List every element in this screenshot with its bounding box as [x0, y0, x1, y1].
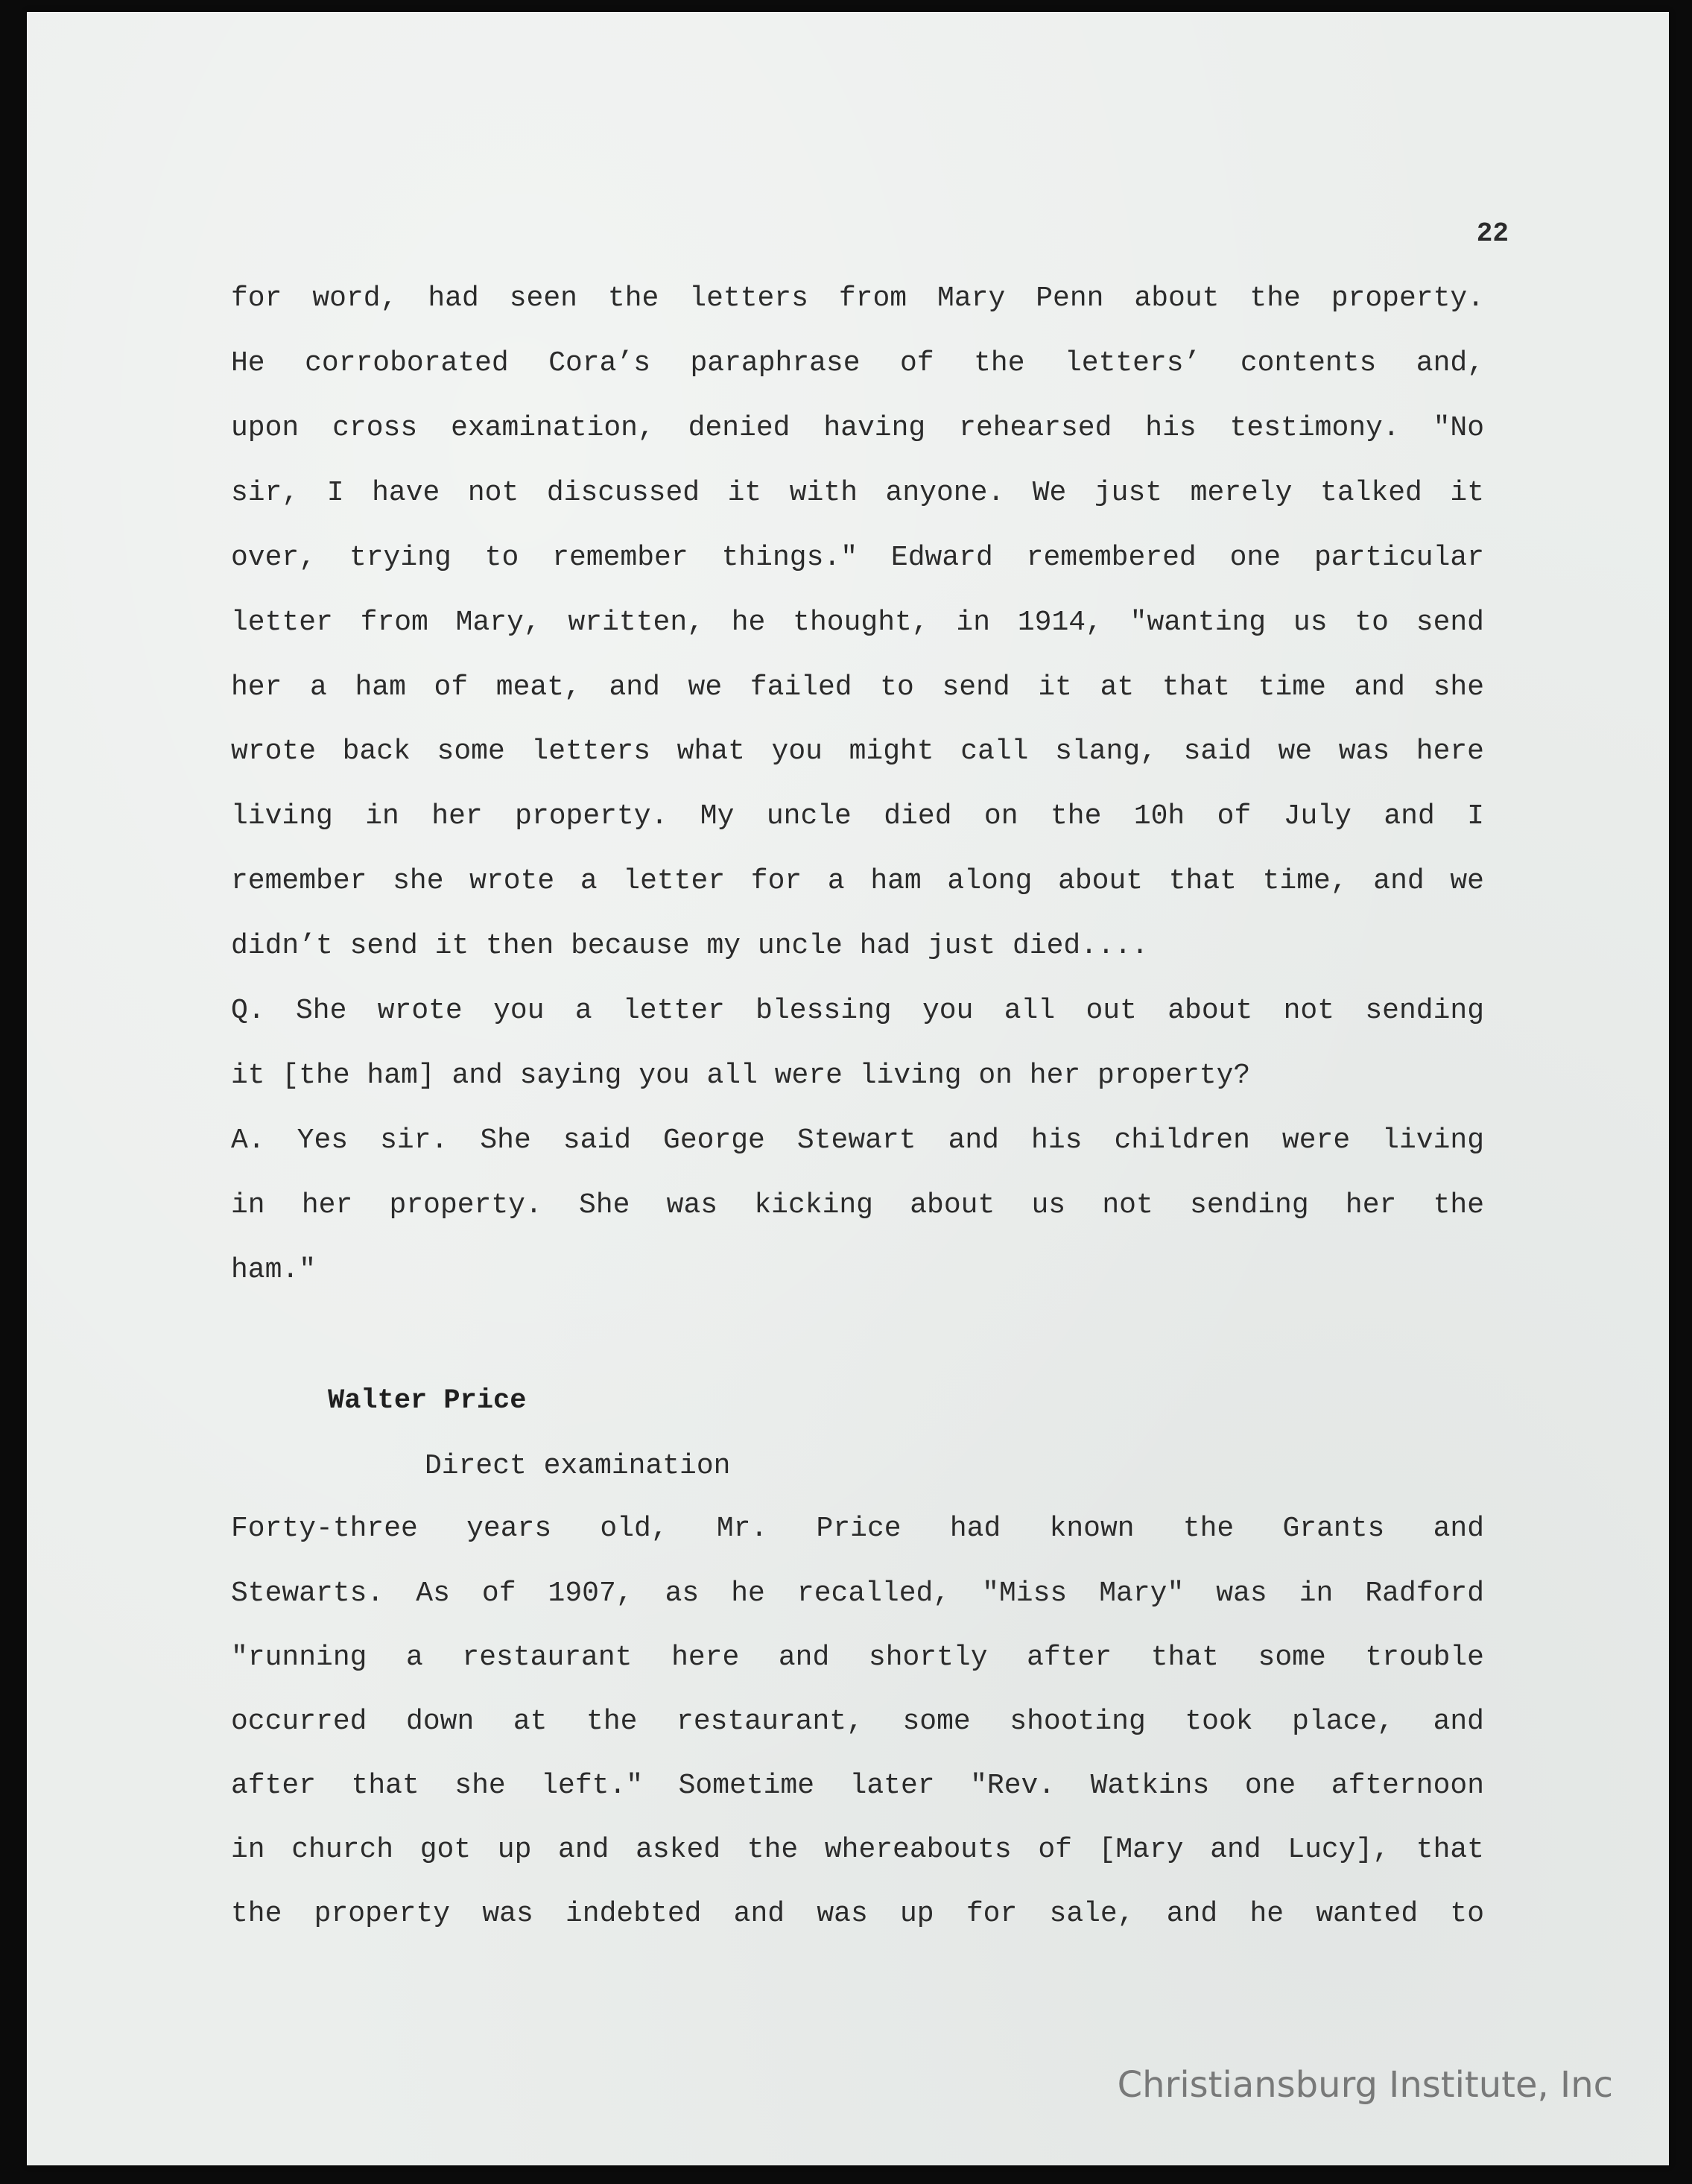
text-line: "running a restaurant here and shortly after that some trouble: [231, 1642, 1484, 1674]
text-line: sir, I have not discussed it with anyone. We just merely talked it: [231, 477, 1484, 509]
text-line: A. Yes sir. She said George Stewart and his children were living: [231, 1124, 1484, 1156]
text-line: the property was indebted and was up for sale, and he wanted to: [231, 1898, 1484, 1930]
text-line: occurred down at the restaurant, some shooting took place, and: [231, 1706, 1484, 1738]
section-subheading: Direct examination: [425, 1450, 731, 1482]
text-line: didn’t send it then because my uncle had just died....: [231, 930, 1149, 962]
text-line: her a ham of meat, and we failed to send it at that time and she: [231, 671, 1484, 703]
text-line: in church got up and asked the whereabouts of [Mary and Lucy], that: [231, 1834, 1484, 1866]
text-line: Stewarts. As of 1907, as he recalled, "Miss Mary" was in Radford: [231, 1577, 1484, 1609]
text-line: after that she left." Sometime later "Rev. Watkins one afternoon: [231, 1770, 1484, 1802]
text-line: living in her property. My uncle died on the 10h of July and I: [231, 800, 1484, 832]
text-line: remember she wrote a letter for a ham along about that time, and we: [231, 865, 1484, 897]
text-line: He corroborated Cora’s paraphrase of the letters’ contents and,: [231, 347, 1484, 379]
section-heading: Walter Price: [328, 1385, 527, 1417]
page-number: 22: [1476, 218, 1509, 249]
text-line: wrote back some letters what you might call slang, said we was here: [231, 735, 1484, 767]
text-line: over, trying to remember things." Edward remembered one particular: [231, 542, 1484, 574]
text-line: Q. She wrote you a letter blessing you all out about not sending: [231, 995, 1484, 1027]
text-line: it [the ham] and saying you all were living on her property?: [231, 1060, 1251, 1092]
text-line: letter from Mary, written, he thought, in 1914, "wanting us to send: [231, 607, 1484, 639]
text-line: for word, had seen the letters from Mary Penn about the property.: [231, 282, 1484, 314]
text-line: Forty-three years old, Mr. Price had known the Grants and: [231, 1513, 1484, 1545]
text-line: upon cross examination, denied having rehearsed his testimony. "No: [231, 412, 1484, 444]
text-line: in her property. She was kicking about us not sending her the: [231, 1189, 1484, 1221]
text-line: ham.": [231, 1254, 317, 1286]
watermark: Christiansburg Institute, Inc: [1117, 2064, 1613, 2106]
